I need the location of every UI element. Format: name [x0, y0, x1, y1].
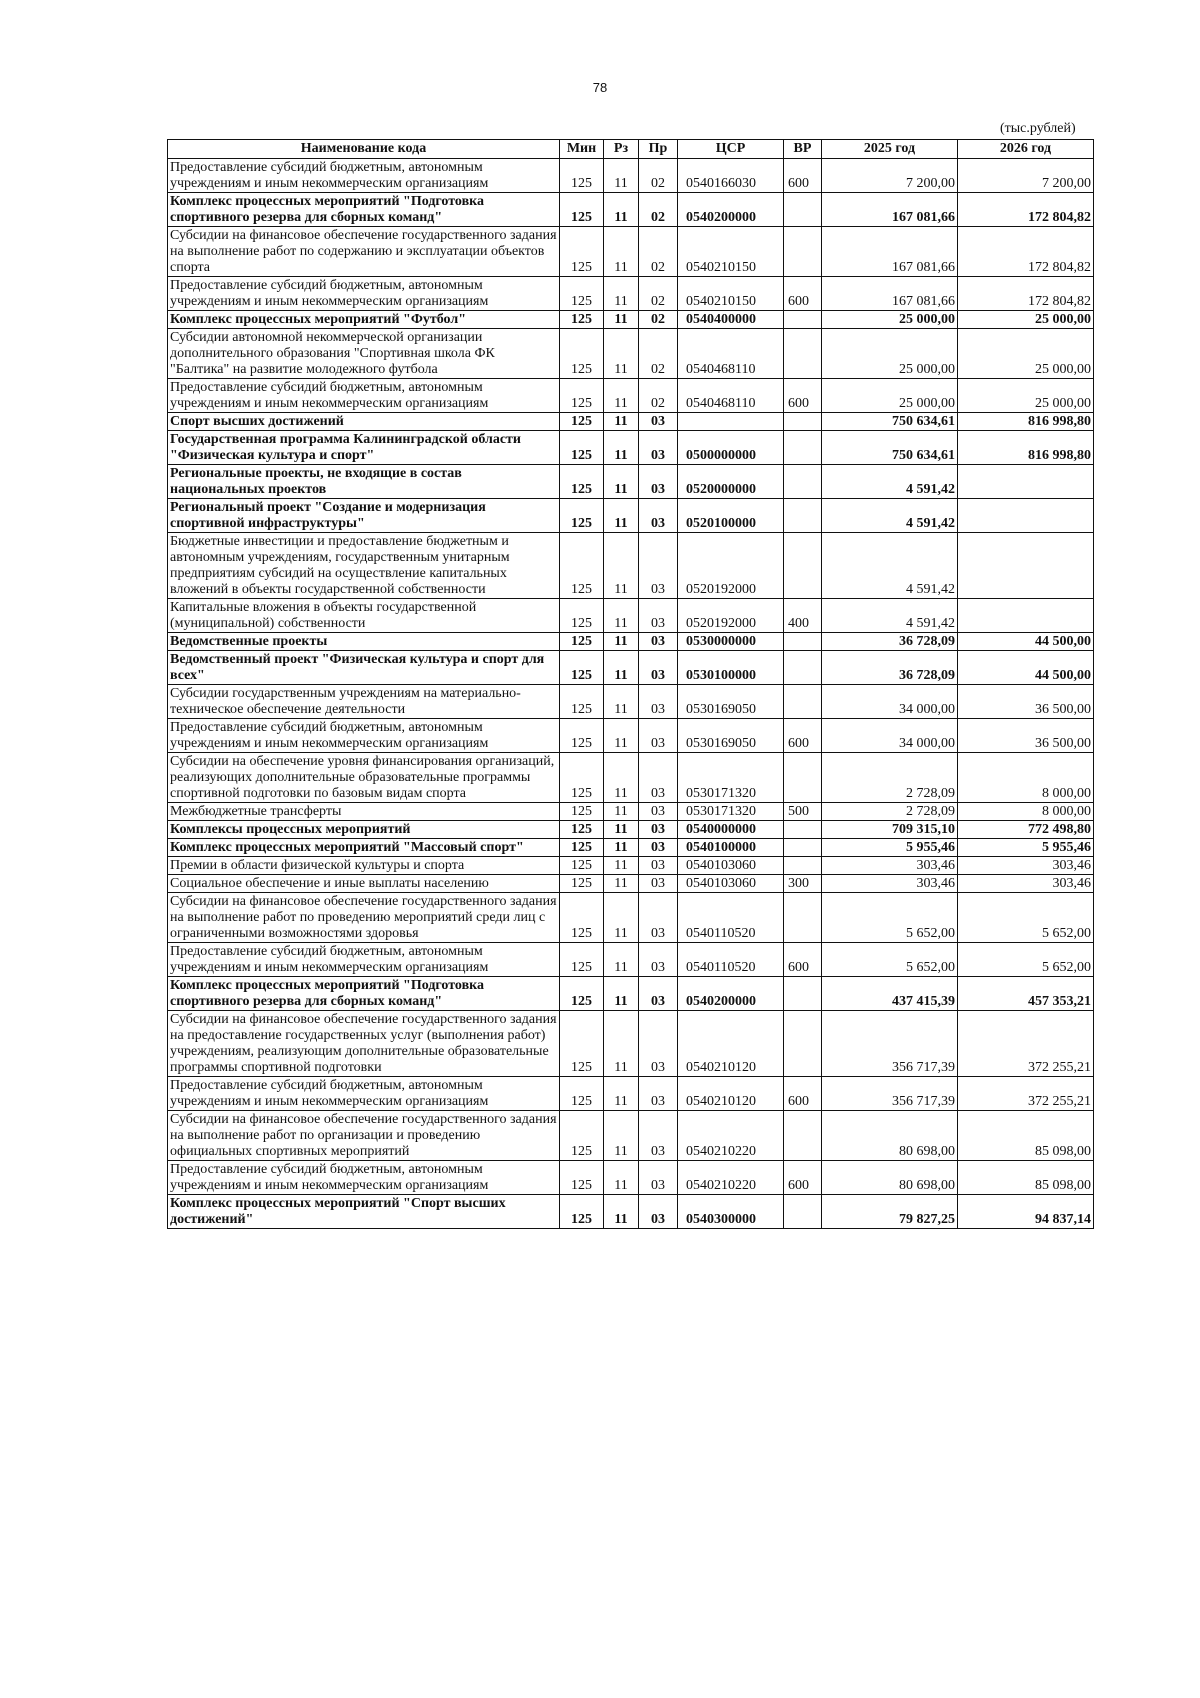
table-row: [168, 277, 1094, 311]
cell-pr: 03: [639, 1161, 678, 1195]
cell-csr: 0540000000: [678, 821, 784, 839]
cell-min: 125: [560, 1077, 604, 1111]
cell-csr: [678, 413, 784, 431]
cell-rz: 11: [604, 893, 639, 943]
cell-pr: 03: [639, 431, 678, 465]
cell-pr: 02: [639, 227, 678, 277]
table-row: [168, 633, 1094, 651]
cell-y2025: 750 634,61: [822, 413, 958, 431]
cell-y2026: 7 200,00: [958, 159, 1094, 193]
header-2026: 2026 год: [958, 140, 1094, 159]
cell-name: Комплекс процессных мероприятий "Массовый спорт": [168, 839, 560, 857]
cell-pr: 03: [639, 633, 678, 651]
cell-y2025: 167 081,66: [822, 277, 958, 311]
cell-y2026: 8 000,00: [958, 753, 1094, 803]
cell-vr: 600: [784, 379, 822, 413]
cell-y2026: 5 955,46: [958, 839, 1094, 857]
cell-rz: 11: [604, 159, 639, 193]
cell-vr: 600: [784, 719, 822, 753]
table-row: [168, 893, 1094, 943]
cell-name: Субсидии на финансовое обеспечение государственного задания на выполнение работ по проведению мероприятий среди лиц с ограниченными возможностями здоровья: [168, 893, 560, 943]
cell-csr: 0540400000: [678, 311, 784, 329]
cell-pr: 03: [639, 533, 678, 599]
cell-csr: 0540468110: [678, 329, 784, 379]
cell-y2025: 25 000,00: [822, 329, 958, 379]
cell-y2025: 303,46: [822, 875, 958, 893]
cell-pr: 03: [639, 1195, 678, 1229]
cell-min: 125: [560, 311, 604, 329]
table-row: [168, 379, 1094, 413]
cell-min: 125: [560, 893, 604, 943]
cell-name: Ведомственные проекты: [168, 633, 560, 651]
cell-vr: 500: [784, 803, 822, 821]
cell-pr: 03: [639, 893, 678, 943]
cell-min: 125: [560, 803, 604, 821]
table-row: [168, 943, 1094, 977]
cell-csr: 0540300000: [678, 1195, 784, 1229]
cell-name: Субсидии на финансовое обеспечение государственного задания на предоставление государственных услуг (выполнения работ) учреждениям, реализующим дополнительные образовательные программы спортивной подготовки: [168, 1011, 560, 1077]
cell-csr: 0530171320: [678, 753, 784, 803]
table-row: [168, 499, 1094, 533]
cell-name: Комплекс процессных мероприятий "Спорт высших достижений": [168, 1195, 560, 1229]
cell-csr: 0520100000: [678, 499, 784, 533]
cell-y2026: 36 500,00: [958, 685, 1094, 719]
cell-min: 125: [560, 413, 604, 431]
cell-y2026: 457 353,21: [958, 977, 1094, 1011]
cell-rz: 11: [604, 329, 639, 379]
cell-min: 125: [560, 533, 604, 599]
cell-y2025: 303,46: [822, 857, 958, 875]
header-2025: 2025 год: [822, 140, 958, 159]
cell-csr: 0530000000: [678, 633, 784, 651]
cell-y2025: 4 591,42: [822, 499, 958, 533]
cell-pr: 02: [639, 193, 678, 227]
header-name: Наименование кода: [168, 140, 560, 159]
cell-y2026: 25 000,00: [958, 329, 1094, 379]
cell-min: 125: [560, 465, 604, 499]
header-min: Мин: [560, 140, 604, 159]
cell-min: 125: [560, 633, 604, 651]
cell-vr: [784, 499, 822, 533]
cell-min: 125: [560, 599, 604, 633]
cell-y2026: 372 255,21: [958, 1077, 1094, 1111]
cell-rz: 11: [604, 1077, 639, 1111]
cell-rz: 11: [604, 1111, 639, 1161]
cell-rz: 11: [604, 431, 639, 465]
cell-min: 125: [560, 1195, 604, 1229]
table-row: [168, 413, 1094, 431]
cell-y2025: 750 634,61: [822, 431, 958, 465]
cell-pr: 03: [639, 719, 678, 753]
table-row: [168, 159, 1094, 193]
cell-pr: 03: [639, 499, 678, 533]
cell-y2026: [958, 465, 1094, 499]
cell-csr: 0540166030: [678, 159, 784, 193]
cell-y2025: 34 000,00: [822, 719, 958, 753]
cell-rz: 11: [604, 977, 639, 1011]
cell-name: Субсидии на обеспечение уровня финансирования организаций, реализующих дополнительные образовательные программы спортивной подготовки по базовым видам спорта: [168, 753, 560, 803]
cell-name: Спорт высших достижений: [168, 413, 560, 431]
cell-vr: 600: [784, 1077, 822, 1111]
cell-rz: 11: [604, 753, 639, 803]
cell-y2026: 172 804,82: [958, 277, 1094, 311]
cell-pr: 03: [639, 651, 678, 685]
table-row: [168, 227, 1094, 277]
cell-y2025: 79 827,25: [822, 1195, 958, 1229]
cell-name: Премии в области физической культуры и спорта: [168, 857, 560, 875]
cell-y2025: 2 728,09: [822, 803, 958, 821]
cell-name: Бюджетные инвестиции и предоставление бюджетным и автономным учреждениям, государственным унитарным предприятиям субсидий на осуществление капитальных вложений в объекты государственной собственности: [168, 533, 560, 599]
cell-vr: [784, 329, 822, 379]
cell-vr: [784, 821, 822, 839]
cell-vr: [784, 413, 822, 431]
cell-csr: 0540103060: [678, 875, 784, 893]
table-row: [168, 977, 1094, 1011]
cell-y2025: 5 652,00: [822, 943, 958, 977]
cell-name: Предоставление субсидий бюджетным, автономным учреждениям и иным некоммерческим организациям: [168, 719, 560, 753]
cell-y2025: 36 728,09: [822, 633, 958, 651]
cell-y2025: 7 200,00: [822, 159, 958, 193]
cell-y2026: 94 837,14: [958, 1195, 1094, 1229]
cell-vr: [784, 1011, 822, 1077]
cell-min: 125: [560, 159, 604, 193]
cell-pr: 03: [639, 1011, 678, 1077]
cell-y2026: 44 500,00: [958, 651, 1094, 685]
cell-name: Комплекс процессных мероприятий "Подготовка спортивного резерва для сборных команд": [168, 977, 560, 1011]
cell-name: Комплекс процессных мероприятий "Футбол": [168, 311, 560, 329]
table-row: [168, 599, 1094, 633]
cell-min: 125: [560, 719, 604, 753]
cell-pr: 02: [639, 311, 678, 329]
cell-y2025: 709 315,10: [822, 821, 958, 839]
cell-y2025: 34 000,00: [822, 685, 958, 719]
budget-table: [167, 139, 1094, 1229]
cell-pr: 03: [639, 1111, 678, 1161]
cell-min: 125: [560, 379, 604, 413]
table-row: [168, 329, 1094, 379]
cell-min: 125: [560, 431, 604, 465]
cell-y2025: 25 000,00: [822, 311, 958, 329]
cell-vr: [784, 857, 822, 875]
cell-y2025: 437 415,39: [822, 977, 958, 1011]
cell-rz: 11: [604, 227, 639, 277]
cell-y2025: 25 000,00: [822, 379, 958, 413]
cell-vr: 600: [784, 943, 822, 977]
cell-vr: [784, 893, 822, 943]
cell-min: 125: [560, 875, 604, 893]
cell-name: Комплекс процессных мероприятий "Подготовка спортивного резерва для сборных команд": [168, 193, 560, 227]
cell-csr: 0540200000: [678, 977, 784, 1011]
cell-vr: 400: [784, 599, 822, 633]
cell-rz: 11: [604, 633, 639, 651]
cell-name: Региональный проект "Создание и модернизация спортивной инфраструктуры": [168, 499, 560, 533]
cell-vr: [784, 1111, 822, 1161]
cell-y2026: [958, 499, 1094, 533]
cell-vr: 600: [784, 1161, 822, 1195]
cell-y2026: 25 000,00: [958, 311, 1094, 329]
cell-name: Социальное обеспечение и иные выплаты населению: [168, 875, 560, 893]
table-row: [168, 753, 1094, 803]
cell-csr: 0530169050: [678, 685, 784, 719]
cell-csr: 0520192000: [678, 599, 784, 633]
units-label: (тыс.рублей): [1000, 121, 1076, 136]
cell-name: Субсидии на финансовое обеспечение государственного задания на выполнение работ по организации и проведению официальных спортивных мероприятий: [168, 1111, 560, 1161]
cell-pr: 03: [639, 875, 678, 893]
cell-rz: 11: [604, 1161, 639, 1195]
cell-vr: [784, 651, 822, 685]
cell-vr: [784, 839, 822, 857]
cell-min: 125: [560, 651, 604, 685]
cell-vr: [784, 1195, 822, 1229]
header-vr: ВР: [784, 140, 822, 159]
table-header-row: [168, 140, 1094, 159]
cell-name: Предоставление субсидий бюджетным, автономным учреждениям и иным некоммерческим организациям: [168, 379, 560, 413]
cell-pr: 03: [639, 465, 678, 499]
table-row: [168, 1161, 1094, 1195]
cell-name: Региональные проекты, не входящие в состав национальных проектов: [168, 465, 560, 499]
cell-name: Ведомственный проект "Физическая культура и спорт для всех": [168, 651, 560, 685]
cell-csr: 0540200000: [678, 193, 784, 227]
cell-y2025: 167 081,66: [822, 227, 958, 277]
cell-rz: 11: [604, 193, 639, 227]
table-row: [168, 311, 1094, 329]
cell-pr: 03: [639, 753, 678, 803]
cell-vr: [784, 633, 822, 651]
cell-min: 125: [560, 839, 604, 857]
cell-y2026: 8 000,00: [958, 803, 1094, 821]
cell-y2026: 303,46: [958, 875, 1094, 893]
cell-vr: [784, 431, 822, 465]
cell-y2025: 4 591,42: [822, 465, 958, 499]
cell-y2026: 772 498,80: [958, 821, 1094, 839]
cell-name: Капитальные вложения в объекты государственной (муниципальной) собственности: [168, 599, 560, 633]
cell-min: 125: [560, 227, 604, 277]
cell-y2026: 372 255,21: [958, 1011, 1094, 1077]
cell-min: 125: [560, 1011, 604, 1077]
cell-csr: 0540210150: [678, 227, 784, 277]
cell-vr: [784, 753, 822, 803]
header-pr: Пр: [639, 140, 678, 159]
cell-csr: 0540210120: [678, 1077, 784, 1111]
table-row: [168, 857, 1094, 875]
table-row: [168, 651, 1094, 685]
cell-y2026: 85 098,00: [958, 1161, 1094, 1195]
cell-y2026: 5 652,00: [958, 893, 1094, 943]
table-row: [168, 685, 1094, 719]
cell-y2026: 816 998,80: [958, 413, 1094, 431]
table-row: [168, 465, 1094, 499]
cell-y2025: 36 728,09: [822, 651, 958, 685]
cell-pr: 03: [639, 413, 678, 431]
cell-csr: 0530169050: [678, 719, 784, 753]
cell-rz: 11: [604, 685, 639, 719]
cell-pr: 03: [639, 857, 678, 875]
cell-y2026: 36 500,00: [958, 719, 1094, 753]
cell-pr: 03: [639, 839, 678, 857]
table-row: [168, 431, 1094, 465]
cell-csr: 0520000000: [678, 465, 784, 499]
cell-rz: 11: [604, 533, 639, 599]
cell-y2026: [958, 599, 1094, 633]
cell-csr: 0500000000: [678, 431, 784, 465]
cell-pr: 03: [639, 943, 678, 977]
cell-csr: 0540110520: [678, 893, 784, 943]
cell-csr: 0520192000: [678, 533, 784, 599]
table-body: [168, 159, 1094, 1229]
cell-vr: [784, 685, 822, 719]
cell-y2025: 5 955,46: [822, 839, 958, 857]
cell-pr: 03: [639, 1077, 678, 1111]
cell-vr: 300: [784, 875, 822, 893]
cell-min: 125: [560, 685, 604, 719]
cell-y2026: 172 804,82: [958, 227, 1094, 277]
cell-y2025: 5 652,00: [822, 893, 958, 943]
cell-name: Субсидии на финансовое обеспечение государственного задания на выполнение работ по содержанию и эксплуатации объектов спорта: [168, 227, 560, 277]
cell-pr: 03: [639, 685, 678, 719]
cell-y2025: 4 591,42: [822, 533, 958, 599]
cell-min: 125: [560, 821, 604, 839]
cell-name: Предоставление субсидий бюджетным, автономным учреждениям и иным некоммерческим организациям: [168, 277, 560, 311]
cell-y2025: 4 591,42: [822, 599, 958, 633]
cell-name: Субсидии автономной некоммерческой организации дополнительного образования "Спортивная школа ФК "Балтика" на развитие молодежного футбола: [168, 329, 560, 379]
cell-min: 125: [560, 277, 604, 311]
cell-vr: 600: [784, 159, 822, 193]
table-row: [168, 533, 1094, 599]
cell-rz: 11: [604, 311, 639, 329]
cell-name: Межбюджетные трансферты: [168, 803, 560, 821]
cell-min: 125: [560, 977, 604, 1011]
cell-rz: 11: [604, 499, 639, 533]
cell-pr: 02: [639, 329, 678, 379]
cell-y2026: 303,46: [958, 857, 1094, 875]
cell-pr: 02: [639, 277, 678, 311]
cell-vr: [784, 311, 822, 329]
cell-csr: 0540468110: [678, 379, 784, 413]
cell-y2025: 80 698,00: [822, 1111, 958, 1161]
table-row: [168, 1011, 1094, 1077]
cell-rz: 11: [604, 943, 639, 977]
cell-vr: [784, 533, 822, 599]
cell-min: 125: [560, 1111, 604, 1161]
cell-min: 125: [560, 943, 604, 977]
cell-name: Предоставление субсидий бюджетным, автономным учреждениям и иным некоммерческим организациям: [168, 943, 560, 977]
table-row: [168, 1195, 1094, 1229]
cell-csr: 0540210220: [678, 1161, 784, 1195]
cell-min: 125: [560, 499, 604, 533]
table-row: [168, 719, 1094, 753]
cell-rz: 11: [604, 839, 639, 857]
cell-y2026: [958, 533, 1094, 599]
cell-rz: 11: [604, 875, 639, 893]
table-row: [168, 1111, 1094, 1161]
cell-y2026: 172 804,82: [958, 193, 1094, 227]
cell-csr: 0540210220: [678, 1111, 784, 1161]
cell-name: Комплексы процессных мероприятий: [168, 821, 560, 839]
cell-rz: 11: [604, 413, 639, 431]
cell-pr: 03: [639, 803, 678, 821]
cell-rz: 11: [604, 277, 639, 311]
cell-rz: 11: [604, 651, 639, 685]
table-row: [168, 821, 1094, 839]
cell-pr: 03: [639, 599, 678, 633]
cell-rz: 11: [604, 1011, 639, 1077]
header-csr: ЦСР: [678, 140, 784, 159]
cell-y2025: 167 081,66: [822, 193, 958, 227]
cell-pr: 02: [639, 379, 678, 413]
table-row: [168, 1077, 1094, 1111]
cell-rz: 11: [604, 857, 639, 875]
cell-min: 125: [560, 753, 604, 803]
cell-y2025: 356 717,39: [822, 1011, 958, 1077]
cell-min: 125: [560, 329, 604, 379]
cell-rz: 11: [604, 599, 639, 633]
cell-vr: [784, 193, 822, 227]
cell-csr: 0540103060: [678, 857, 784, 875]
cell-name: Предоставление субсидий бюджетным, автономным учреждениям и иным некоммерческим организациям: [168, 1161, 560, 1195]
cell-csr: 0530171320: [678, 803, 784, 821]
table-row: [168, 803, 1094, 821]
cell-name: Субсидии государственным учреждениям на материально-техническое обеспечение деятельности: [168, 685, 560, 719]
cell-name: Государственная программа Калининградской области "Физическая культура и спорт": [168, 431, 560, 465]
cell-min: 125: [560, 1161, 604, 1195]
cell-pr: 02: [639, 159, 678, 193]
cell-y2025: 356 717,39: [822, 1077, 958, 1111]
cell-y2026: 816 998,80: [958, 431, 1094, 465]
cell-min: 125: [560, 193, 604, 227]
cell-y2026: 25 000,00: [958, 379, 1094, 413]
cell-vr: 600: [784, 277, 822, 311]
cell-y2025: 2 728,09: [822, 753, 958, 803]
cell-min: 125: [560, 857, 604, 875]
cell-csr: 0530100000: [678, 651, 784, 685]
cell-csr: 0540100000: [678, 839, 784, 857]
cell-vr: [784, 465, 822, 499]
cell-name: Предоставление субсидий бюджетным, автономным учреждениям и иным некоммерческим организациям: [168, 159, 560, 193]
table-row: [168, 875, 1094, 893]
cell-vr: [784, 227, 822, 277]
cell-pr: 03: [639, 977, 678, 1011]
cell-rz: 11: [604, 465, 639, 499]
cell-y2026: 85 098,00: [958, 1111, 1094, 1161]
cell-rz: 11: [604, 821, 639, 839]
cell-rz: 11: [604, 1195, 639, 1229]
cell-pr: 03: [639, 821, 678, 839]
cell-rz: 11: [604, 803, 639, 821]
cell-rz: 11: [604, 719, 639, 753]
page-number: 78: [592, 80, 608, 95]
cell-name: Предоставление субсидий бюджетным, автономным учреждениям и иным некоммерческим организациям: [168, 1077, 560, 1111]
table-row: [168, 839, 1094, 857]
header-rz: Рз: [604, 140, 639, 159]
cell-csr: 0540210150: [678, 277, 784, 311]
cell-vr: [784, 977, 822, 1011]
table-row: [168, 193, 1094, 227]
cell-y2026: 5 652,00: [958, 943, 1094, 977]
cell-csr: 0540110520: [678, 943, 784, 977]
cell-y2025: 80 698,00: [822, 1161, 958, 1195]
cell-csr: 0540210120: [678, 1011, 784, 1077]
cell-rz: 11: [604, 379, 639, 413]
cell-y2026: 44 500,00: [958, 633, 1094, 651]
